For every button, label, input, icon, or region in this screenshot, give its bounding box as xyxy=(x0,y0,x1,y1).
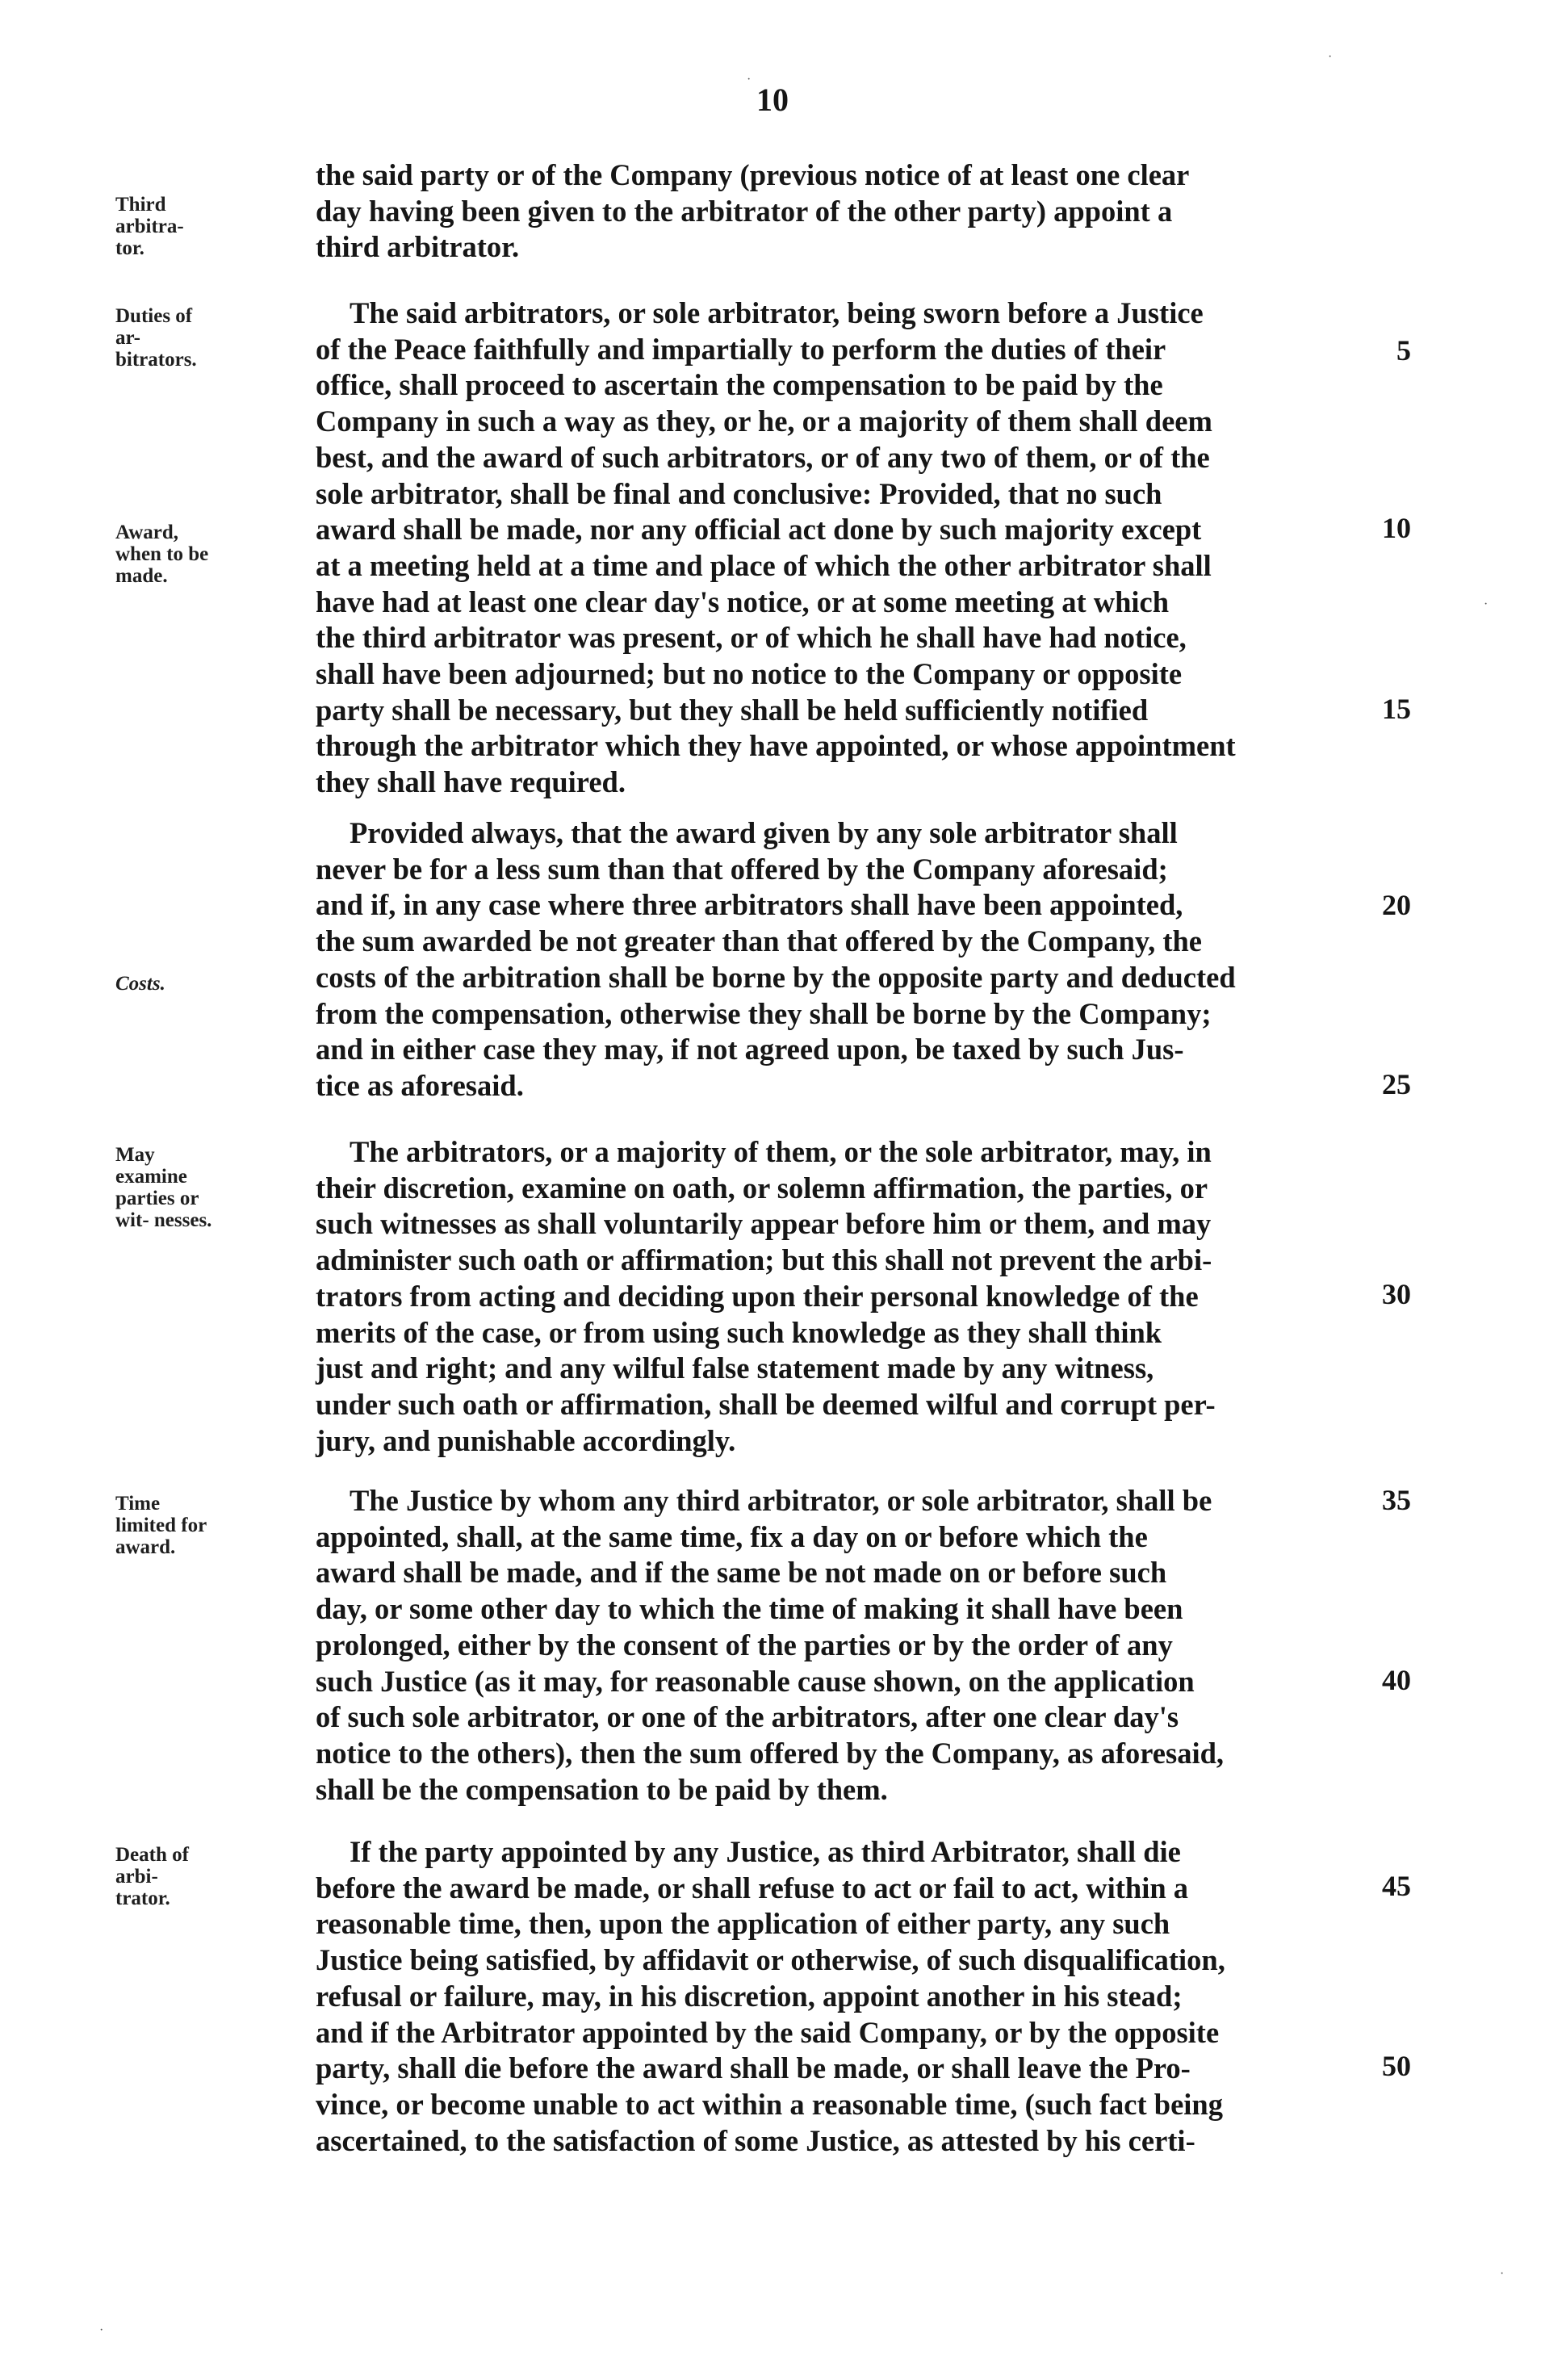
line-number: 5 xyxy=(1396,334,1411,367)
text-line: tice as aforesaid. xyxy=(316,1068,524,1102)
text-line: trators from acting and deciding upon their personal knowledge of the xyxy=(316,1279,1199,1313)
text-line: reasonable time, then, upon the application of either party, any such xyxy=(316,1907,1170,1941)
margin-note-duties: Duties of ar- bitrators. xyxy=(115,305,197,371)
page-number: 10 xyxy=(756,82,789,118)
text-line: jury, and punishable accordingly. xyxy=(316,1423,736,1457)
margin-note-third-arbitrator: Third arbitra- tor. xyxy=(115,194,184,259)
paragraph-death-of-arbitrator xyxy=(316,1834,1357,2159)
text-line: and if, in any case where three arbitrators shall have been appointed, xyxy=(316,888,1183,922)
margin-note-costs: Costs. xyxy=(115,973,165,995)
text-line: refusal or failure, may, in his discretion, appoint another in his stead; xyxy=(316,1979,1183,2013)
line-number: 30 xyxy=(1382,1278,1411,1310)
text-line: office, shall proceed to ascertain the compensation to be paid by the xyxy=(316,368,1163,402)
text-line: If the party appointed by any Justice, as third Arbitrator, shall die xyxy=(350,1835,1181,1868)
text-line: prolonged, either by the consent of the parties or by the order of any xyxy=(316,1628,1173,1661)
text-line: of the Peace faithfully and impartially to perform the duties of their xyxy=(316,332,1166,366)
scan-speck: · xyxy=(747,73,752,86)
text-line: Company in such a way as they, or he, or a majority of them shall deem xyxy=(316,404,1212,438)
text-line: their discretion, examine on oath, or solemn affirmation, the parties, or xyxy=(316,1171,1208,1205)
text-line: Justice being satisfied, by affidavit or otherwise, of such disqualification, xyxy=(316,1943,1225,1977)
text-line: award shall be made, nor any official act done by such majority except xyxy=(316,513,1202,547)
line-number: 10 xyxy=(1382,512,1411,544)
text-line: notice to the others), then the sum offered by the Company, as aforesaid, xyxy=(316,1736,1225,1770)
text-line: under such oath or affirmation, shall be deemed wilful and corrupt per- xyxy=(316,1387,1216,1421)
text-line: such witnesses as shall voluntarily appear before him or them, and may xyxy=(316,1207,1212,1241)
paragraph-may-examine xyxy=(316,1134,1357,1459)
text-line: the said party or of the Company (previous notice of at least one clear xyxy=(316,158,1190,191)
text-line: costs of the arbitration shall be borne by the opposite party and deducted xyxy=(316,960,1236,994)
text-line: day, or some other day to which the time of making it shall have been xyxy=(316,1592,1183,1626)
line-number: 45 xyxy=(1382,1870,1411,1902)
text-line: ascertained, to the satisfaction of some Justice, as attested by his certi- xyxy=(316,2123,1195,2157)
paragraph-third-arbitrator xyxy=(316,157,1357,266)
margin-note-death-of-arbitrator: Death of arbi- trator. xyxy=(115,1844,189,1909)
text-line: party shall be necessary, but they shall be held sufficiently notified xyxy=(316,693,1149,727)
line-number: 25 xyxy=(1382,1068,1411,1100)
text-line: at a meeting held at a time and place of which the other arbitrator shall xyxy=(316,548,1212,582)
text-line: shall have been adjourned; but no notice to the Company or opposite xyxy=(316,657,1183,691)
margin-note-award-when-made: Award, when to be made. xyxy=(115,522,209,587)
line-number: 40 xyxy=(1382,1664,1411,1696)
text-line: The said arbitrators, or sole arbitrator, being sworn before a Justice xyxy=(350,296,1204,329)
line-number: 35 xyxy=(1382,1484,1411,1516)
text-line: from the compensation, otherwise they shall be borne by the Company; xyxy=(316,996,1212,1030)
margin-note-time-limited: Time limited for award. xyxy=(115,1493,207,1558)
text-line: they shall have required. xyxy=(316,765,626,799)
line-number: 50 xyxy=(1382,2050,1411,2082)
text-line: day having been given to the arbitrator of the other party) appoint a xyxy=(316,194,1173,228)
text-line: of such sole arbitrator, or one of the arbitrators, after one clear day's xyxy=(316,1700,1179,1734)
text-line: such Justice (as it may, for reasonable cause shown, on the application xyxy=(316,1664,1195,1698)
text-line: and if the Arbitrator appointed by the said Company, or by the opposite xyxy=(316,2015,1220,2049)
text-line: before the award be made, or shall refuse to act or fail to act, within a xyxy=(316,1871,1189,1904)
text-line: the sum awarded be not greater than that offered by the Company, the xyxy=(316,924,1203,958)
text-line: third arbitrator. xyxy=(316,230,520,264)
text-line: never be for a less sum than that offered by the Company aforesaid; xyxy=(316,852,1168,886)
scan-speck: · xyxy=(1328,50,1333,64)
text-line: administer such oath or affirmation; but this shall not prevent the arbi- xyxy=(316,1243,1212,1277)
paragraph-time-limited xyxy=(316,1483,1357,1808)
text-line: party, shall die before the award shall be made, or shall leave the Pro- xyxy=(316,2051,1191,2085)
margin-note-may-examine: May examine parties or wit- nesses. xyxy=(115,1144,212,1231)
text-line: Provided always, that the award given by any sole arbitrator shall xyxy=(350,816,1178,849)
text-line: just and right; and any wilful false statement made by any witness, xyxy=(316,1351,1154,1385)
text-line: appointed, shall, at the same time, fix a day on or before which the xyxy=(316,1519,1148,1553)
scan-speck: · xyxy=(1500,2267,1505,2281)
text-line: have had at least one clear day's notice, or at some meeting at which xyxy=(316,585,1170,618)
line-number: 20 xyxy=(1382,889,1411,921)
scan-speck: · xyxy=(99,2323,104,2337)
text-line: and in either case they may, if not agreed upon, be taxed by such Jus- xyxy=(316,1033,1184,1066)
text-line: vince, or become unable to act within a reasonable time, (such fact being xyxy=(316,2087,1223,2121)
text-line: award shall be made, and if the same be not made on or before such xyxy=(316,1556,1167,1590)
text-line: The arbitrators, or a majority of them, or the sole arbitrator, may, in xyxy=(350,1135,1212,1168)
text-line: The Justice by whom any third arbitrator, or sole arbitrator, shall be xyxy=(350,1484,1212,1517)
paragraph-costs xyxy=(316,815,1357,1104)
text-line: merits of the case, or from using such knowledge as they shall think xyxy=(316,1315,1162,1349)
text-line: the third arbitrator was present, or of which he shall have had notice, xyxy=(316,621,1187,655)
paragraph-duties xyxy=(316,295,1357,801)
line-number: 15 xyxy=(1382,693,1411,725)
text-line: shall be the compensation to be paid by them. xyxy=(316,1772,888,1806)
text-line: through the arbitrator which they have appointed, or whose appointment xyxy=(316,729,1236,763)
scan-speck: · xyxy=(1484,597,1488,611)
text-line: sole arbitrator, shall be final and conclusive: Provided, that no such xyxy=(316,476,1162,510)
text-line: best, and the award of such arbitrators, or of any two of them, or of the xyxy=(316,440,1210,474)
